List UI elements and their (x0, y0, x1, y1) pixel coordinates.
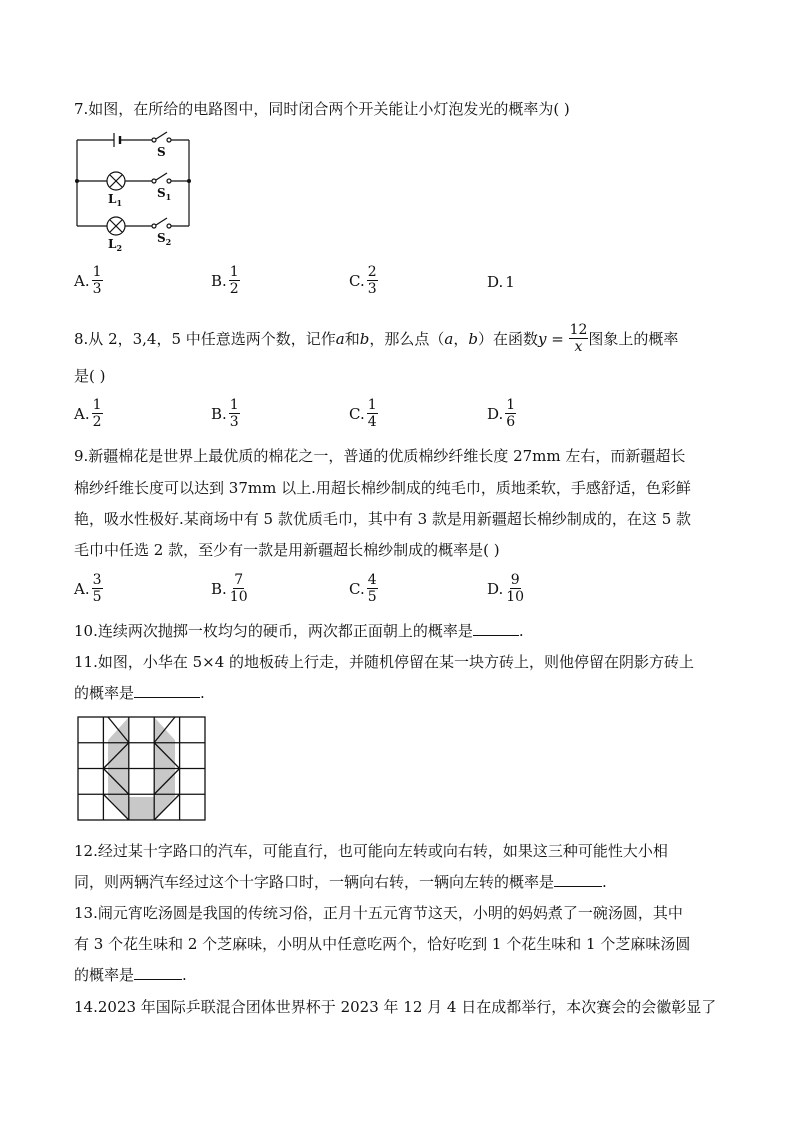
q13-line-3: 的概率是 . (74, 966, 187, 984)
label-s: S (157, 145, 166, 159)
q9-option-d[interactable]: D. $\frac{9}{10}$ (487, 572, 525, 605)
q9-line-1: 9.新疆棉花是世界上最优质的棉花之一，普通的优质棉纱纤维长度 27mm 左右，而新疆超长 (74, 447, 686, 465)
label-l1: $L_1$ (108, 192, 123, 208)
q7-text: 7.如图，在所给的电路图中，同时闭合两个开关能让小灯泡发光的概率为( ) (74, 100, 570, 118)
q12-line-1: 12.经过某十字路口的汽车，可能直行，也可能向左转或向右转，如果这三种可能性大小相 (74, 842, 668, 860)
q13-line-2: 有 3 个花生味和 2 个芝麻味，小明从中任意吃两个，恰好吃到 1 个花生味和 1 个芝麻味汤圆 (74, 935, 691, 953)
q9-option-c[interactable]: C. $\frac{4}{5}$ (349, 572, 377, 605)
q7-option-a[interactable]: A. $\frac{1}{3}$ (74, 264, 102, 297)
switch-s1 (156, 173, 167, 180)
label-s2: $S_2$ (157, 231, 172, 247)
junction-right (187, 179, 191, 183)
fraction: $\frac{2}{3}$ (367, 264, 377, 297)
q11-line-1: 11.如图，小华在 5×4 的地板砖上行走，并随机停留在某一块方砖上，则他停留在阴影方砖上 (74, 653, 695, 671)
floor-tile-grid (76, 715, 207, 822)
junction-left (75, 179, 79, 183)
q9-option-a[interactable]: A. $\frac{3}{5}$ (74, 572, 102, 605)
q9-line-2: 棉纱纤维长度可以达到 37mm 以上.用超长棉纱制成的纯毛巾，质地柔软，手感舒适，色彩鲜 (74, 479, 691, 497)
q8-text: 8.从 2，3,4，5 中任意选两个数，记作 a 和 b ，那么点（ a ， b ）在函数 y = $\frac{12}{x}$ 图象上的概率 (74, 322, 679, 355)
q8-option-a[interactable]: A. $\frac{1}{2}$ (74, 397, 102, 430)
q11-line-2: 的概率是 . (74, 684, 205, 702)
answer-blank[interactable] (554, 872, 602, 887)
fraction: $\frac{7}{10}$ (229, 572, 248, 605)
q10-text: 10.连续两次抛掷一枚均匀的硬币，两次都正面朝上的概率是 . (74, 622, 524, 640)
q7-option-d[interactable]: D. 1 (487, 273, 515, 291)
answer-blank[interactable] (473, 621, 519, 636)
fraction: $\frac{1}{2}$ (229, 264, 239, 297)
fraction: $\frac{1}{6}$ (506, 397, 516, 430)
fraction: $\frac{1}{4}$ (367, 397, 377, 430)
q8-option-b[interactable]: B. $\frac{1}{3}$ (211, 397, 239, 430)
q8-text-line2: 是( ) (74, 367, 106, 385)
switch-s (156, 132, 167, 139)
q7-option-c[interactable]: C. $\frac{2}{3}$ (349, 264, 377, 297)
q9-line-3: 艳，吸水性极好.某商场中有 5 款优质毛巾，其中有 3 款是用新疆超长棉纱制成的，在这 5 款 (74, 510, 692, 528)
fraction: $\frac{1}{2}$ (92, 397, 102, 430)
circuit-diagram (72, 124, 196, 254)
q12-line-2: 同，则两辆汽车经过这个十字路口时，一辆向右转，一辆向左转的概率是 . (74, 873, 607, 891)
fraction: $\frac{9}{10}$ (506, 572, 525, 605)
function-fraction: $\frac{12}{x}$ (569, 322, 588, 355)
q14-text: 14.2023 年国际乒联混合团体世界杯于 2023 年 12 月 4 日在成都举行，本次赛会的会徽彰显了 (74, 998, 717, 1016)
answer-blank[interactable] (134, 683, 200, 698)
label-l2: $L_2$ (108, 237, 123, 253)
fraction: $\frac{1}{3}$ (92, 264, 102, 297)
answer-blank[interactable] (134, 965, 182, 980)
fraction: $\frac{3}{5}$ (92, 572, 102, 605)
q8-option-c[interactable]: C. $\frac{1}{4}$ (349, 397, 377, 430)
q7-option-b[interactable]: B. $\frac{1}{2}$ (211, 264, 239, 297)
q9-line-4: 毛巾中任选 2 款，至少有一款是用新疆超长棉纱制成的概率是( ) (74, 541, 500, 559)
fraction: $\frac{4}{5}$ (367, 572, 377, 605)
fraction: $\frac{1}{3}$ (229, 397, 239, 430)
switch-s2 (156, 218, 167, 225)
q13-line-1: 13.闹元宵吃汤圆是我国的传统习俗，正月十五元宵节这天，小明的妈妈煮了一碗汤圆，其中 (74, 904, 683, 922)
q9-option-b[interactable]: B. $\frac{7}{10}$ (211, 572, 248, 605)
label-s1: $S_1$ (157, 186, 172, 202)
q8-option-d[interactable]: D. $\frac{1}{6}$ (487, 397, 516, 430)
